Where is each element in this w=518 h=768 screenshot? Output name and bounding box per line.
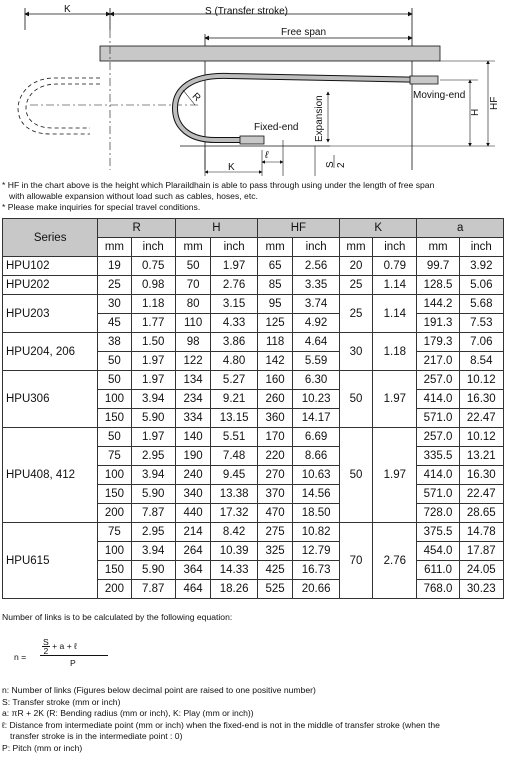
k-inch-cell: 1.18 (373, 333, 417, 371)
r-mm-cell: 150 (98, 485, 131, 504)
a-mm-cell: 128.5 (417, 276, 459, 295)
h-inch-cell: 9.45 (211, 466, 258, 485)
s-dimension (110, 6, 412, 170)
def-p: P: Pitch (mm or inch) (2, 742, 83, 753)
r-inch-cell: 3.94 (131, 390, 175, 409)
r-inch-cell: 2.95 (131, 447, 175, 466)
hf-inch-cell: 10.23 (293, 390, 340, 409)
r-mm-cell: 38 (98, 333, 131, 352)
h-inch-cell: 13.38 (211, 485, 258, 504)
h-mm-cell: 70 (175, 276, 210, 295)
k-inch-cell: 1.97 (373, 371, 417, 428)
a-inch-cell: 24.05 (459, 561, 503, 580)
h-inch-cell: 5.27 (211, 371, 258, 390)
r-inch-cell: 3.94 (131, 542, 175, 561)
a-inch-cell: 16.30 (459, 466, 503, 485)
series-name: HPU102 (3, 257, 98, 276)
fixed-end-bracket (240, 136, 264, 144)
h-mm-cell: 364 (175, 561, 210, 580)
a-inch-cell: 10.12 (459, 428, 503, 447)
k-inch-cell: 1.14 (373, 295, 417, 333)
series-header: Series (3, 219, 98, 257)
header-r: R (98, 219, 176, 238)
hf-inch-cell: 3.35 (293, 276, 340, 295)
r-inch-cell: 7.87 (131, 580, 175, 599)
table-row (3, 276, 504, 295)
hf-inch-cell: 18.50 (293, 504, 340, 523)
hf-mm-cell: 142 (257, 352, 292, 371)
def-l-cont: transfer stroke is in the intermediate point : 0) (10, 731, 183, 741)
h-label: H (470, 108, 481, 116)
hf-mm-cell: 118 (257, 333, 292, 352)
hf-mm-cell: 95 (257, 295, 292, 314)
k2-label: K (228, 162, 235, 173)
h-inch-cell: 4.33 (211, 314, 258, 333)
a-mm-cell: 257.0 (417, 371, 459, 390)
def-a: a: πR + 2K (R: Bending radius (mm or inch), K: Play (mm or inch)) (2, 708, 254, 718)
h-inch-cell: 9.21 (211, 390, 258, 409)
h-inch-cell: 18.26 (211, 580, 258, 599)
r-inch-cell: 1.97 (131, 371, 175, 390)
a-mm-cell: 257.0 (417, 428, 459, 447)
r-inch-cell: 3.94 (131, 466, 175, 485)
def-n: n: Number of links (Figures below decimal point are raised to one positive number) (2, 685, 316, 695)
h-mm-cell: 50 (175, 257, 210, 276)
hf-mm-cell: 220 (257, 447, 292, 466)
r-mm-cell: 50 (98, 352, 131, 371)
note-hf: * HF in the chart above is the height which Plaraildhain is able to pass through using under the length of free span (2, 180, 435, 190)
hf-inch-cell: 10.82 (293, 523, 340, 542)
guide-plate (100, 46, 440, 61)
chain (175, 76, 438, 144)
hf-mm-cell: 370 (257, 485, 292, 504)
a-mm-cell: 571.0 (417, 409, 459, 428)
h-mm-cell: 214 (175, 523, 210, 542)
series-name: HPU306 (3, 371, 98, 428)
a-inch-cell: 17.87 (459, 542, 503, 561)
series-name: HPU615 (3, 523, 98, 599)
h-inch-cell: 3.86 (211, 333, 258, 352)
hf-inch-cell: 4.92 (293, 314, 340, 333)
unit-inch: inch (373, 238, 417, 257)
a-inch-cell: 7.53 (459, 314, 503, 333)
h-inch-cell: 5.51 (211, 428, 258, 447)
header-h: H (175, 219, 257, 238)
h-mm-cell: 134 (175, 371, 210, 390)
series-name: HPU203 (3, 295, 98, 333)
a-inch-cell: 14.78 (459, 523, 503, 542)
hf-mm-cell: 525 (257, 580, 292, 599)
r-mm-cell: 75 (98, 523, 131, 542)
unit-mm: mm (417, 238, 459, 257)
hf-inch-cell: 6.30 (293, 371, 340, 390)
a-mm-cell: 335.5 (417, 447, 459, 466)
hf-inch-cell: 20.66 (293, 580, 340, 599)
a-mm-cell: 728.0 (417, 504, 459, 523)
a-mm-cell: 414.0 (417, 466, 459, 485)
a-inch-cell: 7.06 (459, 333, 503, 352)
hf-mm-cell: 65 (257, 257, 292, 276)
h-mm-cell: 98 (175, 333, 210, 352)
hf-mm-cell: 85 (257, 276, 292, 295)
h-mm-cell: 110 (175, 314, 210, 333)
table-row (3, 257, 504, 276)
hf-mm-cell: 470 (257, 504, 292, 523)
r-inch-cell: 1.77 (131, 314, 175, 333)
links-equation (14, 638, 134, 672)
hf-inch-cell: 12.79 (293, 542, 340, 561)
def-s: S: Transfer stroke (mm or inch) (2, 696, 121, 707)
table-row (3, 333, 504, 352)
r-mm-cell: 150 (98, 561, 131, 580)
a-inch-cell: 22.47 (459, 409, 503, 428)
h-inch-cell: 1.97 (211, 257, 258, 276)
r-mm-cell: 100 (98, 466, 131, 485)
r-inch-cell: 1.97 (131, 352, 175, 371)
series-name: HPU204, 206 (3, 333, 98, 371)
h-inch-cell: 7.48 (211, 447, 258, 466)
moving-end-bracket (410, 76, 438, 84)
hf-mm-cell: 260 (257, 390, 292, 409)
a-mm-cell: 454.0 (417, 542, 459, 561)
diagram-notes (2, 180, 516, 213)
eq-s: S (43, 637, 49, 647)
table-row (3, 428, 504, 447)
h-mm-cell: 190 (175, 447, 210, 466)
h-mm-cell: 240 (175, 466, 210, 485)
r-mm-cell: 75 (98, 447, 131, 466)
h-mm-cell: 264 (175, 542, 210, 561)
a-mm-cell: 768.0 (417, 580, 459, 599)
note-hf-cont: with allowable expansion without load such as cables, hoses, etc. (9, 191, 258, 201)
def-l: ℓ: Distance from intermediate point (mm or inch) when the fixed-end is not in the middle of transfer stroke (when the (2, 719, 440, 730)
hf-inch-cell: 16.73 (293, 561, 340, 580)
k-dimension (25, 4, 110, 30)
r-mm-cell: 50 (98, 371, 131, 390)
a-mm-cell: 414.0 (417, 390, 459, 409)
formula-intro: Number of links is to be calculated by the following equation: (2, 612, 233, 622)
hf-inch-cell: 14.56 (293, 485, 340, 504)
r-mm-cell: 150 (98, 409, 131, 428)
h-mm-cell: 122 (175, 352, 210, 371)
r-label: R (189, 90, 203, 104)
a-mm-cell: 144.2 (417, 295, 459, 314)
k-mm-cell: 30 (339, 333, 372, 371)
h-mm-cell: 340 (175, 485, 210, 504)
a-mm-cell: 99.7 (417, 257, 459, 276)
h-inch-cell: 8.42 (211, 523, 258, 542)
eq-p: P (70, 658, 76, 668)
bottom-dimensions (205, 140, 347, 176)
unit-mm: mm (339, 238, 372, 257)
header-hf: HF (257, 219, 339, 238)
hf-mm-cell: 360 (257, 409, 292, 428)
k-mm-cell: 25 (339, 276, 372, 295)
h-mm-cell: 80 (175, 295, 210, 314)
k-inch-cell: 1.14 (373, 276, 417, 295)
r-inch-cell: 1.97 (131, 428, 175, 447)
a-inch-cell: 10.12 (459, 371, 503, 390)
spec-table-body (3, 257, 504, 599)
a-mm-cell: 571.0 (417, 485, 459, 504)
h-inch-cell: 13.15 (211, 409, 258, 428)
a-inch-cell: 16.30 (459, 390, 503, 409)
k-mm-cell: 20 (339, 257, 372, 276)
hf-mm-cell: 270 (257, 466, 292, 485)
a-mm-cell: 217.0 (417, 352, 459, 371)
series-name: HPU408, 412 (3, 428, 98, 523)
r-mm-cell: 50 (98, 428, 131, 447)
r-mm-cell: 25 (98, 276, 131, 295)
r-inch-cell: 0.98 (131, 276, 175, 295)
r-inch-cell: 1.50 (131, 333, 175, 352)
unit-inch: inch (293, 238, 340, 257)
k-inch-cell: 0.79 (373, 257, 417, 276)
a-inch-cell: 13.21 (459, 447, 503, 466)
hf-inch-cell: 6.69 (293, 428, 340, 447)
note-inquiries: * Please make inquiries for special travel conditions. (2, 202, 201, 212)
hf-mm-cell: 275 (257, 523, 292, 542)
definitions (2, 685, 516, 754)
chain-diagram (0, 0, 518, 180)
r-mm-cell: 19 (98, 257, 131, 276)
eq-plus-terms: + a + ℓ (52, 640, 77, 651)
table-row (3, 295, 504, 314)
l-label: ℓ (265, 150, 269, 161)
r-mm-cell: 200 (98, 580, 131, 599)
header-a: a (417, 219, 504, 238)
header-k: K (339, 219, 417, 238)
h-mm-cell: 334 (175, 409, 210, 428)
s-half-num: S (325, 161, 336, 168)
a-inch-cell: 28.65 (459, 504, 503, 523)
r-inch-cell: 5.90 (131, 561, 175, 580)
s-over-2 (42, 638, 50, 655)
unit-inch: inch (131, 238, 175, 257)
h-inch-cell: 10.39 (211, 542, 258, 561)
k-mm-cell: 25 (339, 295, 372, 333)
hf-mm-cell: 125 (257, 314, 292, 333)
hf-mm-cell: 425 (257, 561, 292, 580)
hf-inch-cell: 5.59 (293, 352, 340, 371)
r-inch-cell: 7.87 (131, 504, 175, 523)
unit-inch: inch (459, 238, 503, 257)
eq-two: 2 (43, 646, 49, 656)
r-inch-cell: 5.90 (131, 409, 175, 428)
fraction-bar (40, 655, 108, 656)
spec-table (2, 218, 504, 599)
h-mm-cell: 234 (175, 390, 210, 409)
k-inch-cell: 1.97 (373, 428, 417, 523)
h-mm-cell: 464 (175, 580, 210, 599)
table-row (3, 371, 504, 390)
k-inch-cell: 2.76 (373, 523, 417, 599)
h-inch-cell: 14.33 (211, 561, 258, 580)
fixed-end-label: Fixed-end (254, 122, 299, 133)
a-inch-cell: 5.68 (459, 295, 503, 314)
h-mm-cell: 140 (175, 428, 210, 447)
k-mm-cell: 50 (339, 371, 372, 428)
r-mm-cell: 30 (98, 295, 131, 314)
free-span-label: Free span (281, 27, 327, 38)
h-mm-cell: 440 (175, 504, 210, 523)
unit-mm: mm (98, 238, 131, 257)
hf-mm-cell: 170 (257, 428, 292, 447)
a-inch-cell: 8.54 (459, 352, 503, 371)
table-row (3, 523, 504, 542)
h-inch-cell: 3.15 (211, 295, 258, 314)
h-inch-cell: 4.80 (211, 352, 258, 371)
k-mm-cell: 50 (339, 428, 372, 523)
hf-inch-cell: 3.74 (293, 295, 340, 314)
k-label: K (64, 4, 71, 15)
hf-inch-cell: 2.56 (293, 257, 340, 276)
hf-label: HF (489, 96, 500, 110)
h-inch-cell: 2.76 (211, 276, 258, 295)
a-mm-cell: 191.3 (417, 314, 459, 333)
a-inch-cell: 22.47 (459, 485, 503, 504)
r-mm-cell: 100 (98, 390, 131, 409)
a-mm-cell: 179.3 (417, 333, 459, 352)
equation-numerator (42, 638, 77, 655)
a-mm-cell: 611.0 (417, 561, 459, 580)
moving-end-label: Moving-end (413, 90, 466, 101)
chain-diagram-svg (0, 0, 518, 180)
r-inch-cell: 0.75 (131, 257, 175, 276)
k-mm-cell: 70 (339, 523, 372, 599)
a-inch-cell: 3.92 (459, 257, 503, 276)
r-mm-cell: 200 (98, 504, 131, 523)
r-inch-cell: 1.18 (131, 295, 175, 314)
ghost-chain (18, 78, 100, 134)
unit-mm: mm (175, 238, 210, 257)
a-inch-cell: 5.06 (459, 276, 503, 295)
s-half-den: 2 (336, 162, 347, 168)
r-inch-cell: 5.90 (131, 485, 175, 504)
a-inch-cell: 30.23 (459, 580, 503, 599)
hf-inch-cell: 8.66 (293, 447, 340, 466)
s-label: S (Transfer stroke) (205, 6, 288, 17)
equation-n: n = (14, 652, 27, 662)
unit-mm: mm (257, 238, 292, 257)
expansion-label: Expansion (314, 95, 325, 142)
hf-inch-cell: 14.17 (293, 409, 340, 428)
series-name: HPU202 (3, 276, 98, 295)
r-mm-cell: 100 (98, 542, 131, 561)
hf-mm-cell: 325 (257, 542, 292, 561)
a-mm-cell: 375.5 (417, 523, 459, 542)
r-inch-cell: 2.95 (131, 523, 175, 542)
hf-mm-cell: 160 (257, 371, 292, 390)
unit-inch: inch (211, 238, 258, 257)
hf-inch-cell: 4.64 (293, 333, 340, 352)
r-mm-cell: 45 (98, 314, 131, 333)
hf-inch-cell: 10.63 (293, 466, 340, 485)
h-inch-cell: 17.32 (211, 504, 258, 523)
